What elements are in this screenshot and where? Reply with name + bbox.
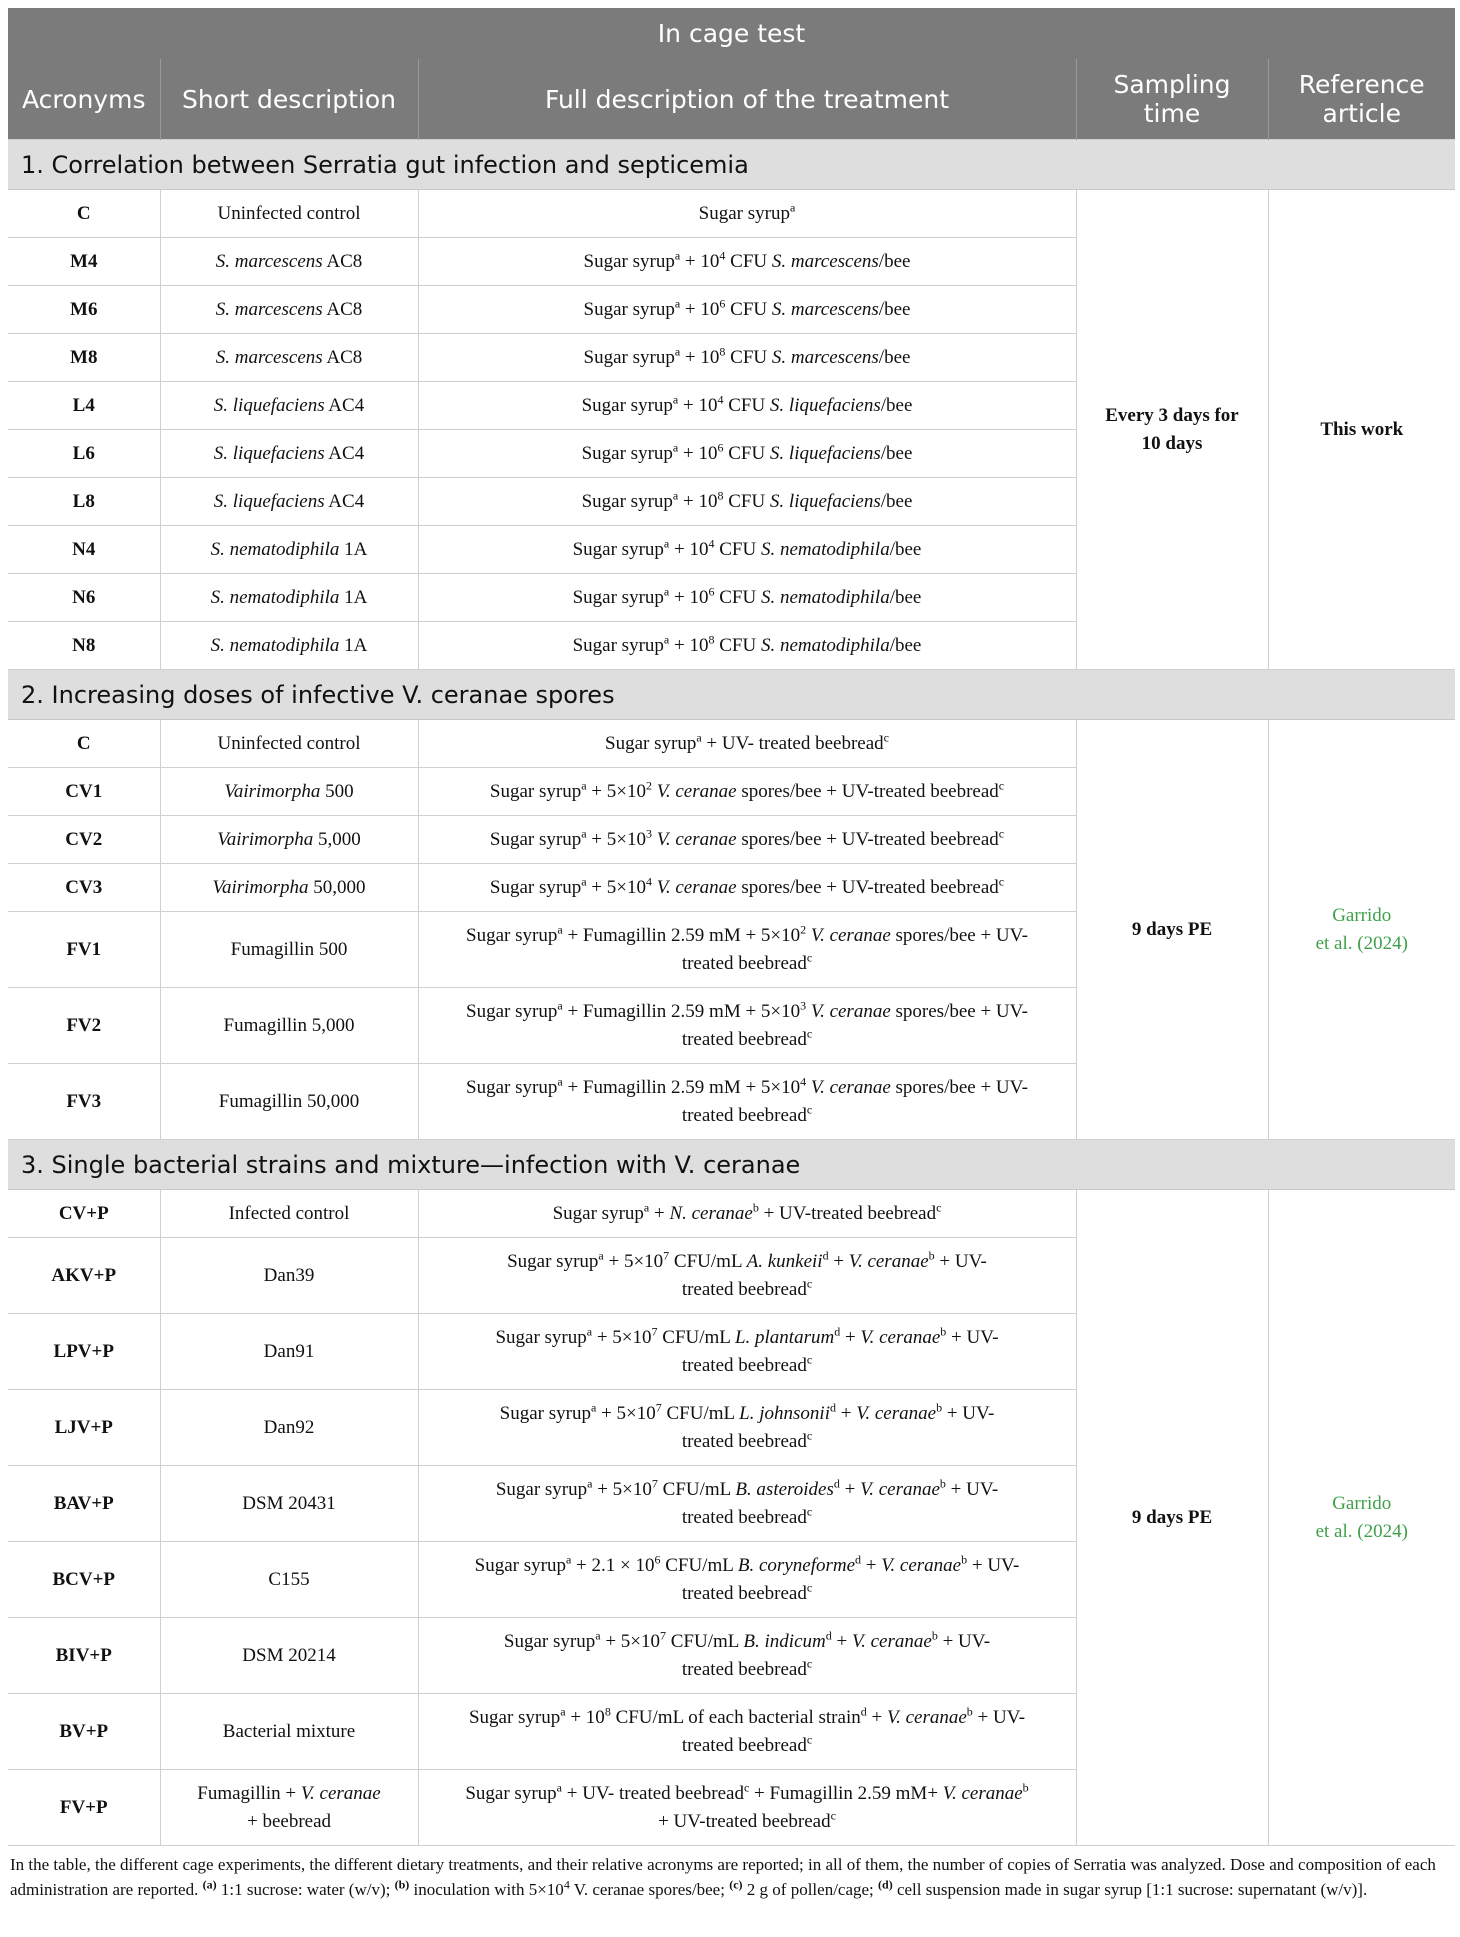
short-description-cell: Dan91 xyxy=(160,1314,418,1390)
full-description-cell: Sugar syrup$^a$ + UV- treated beebread$^c$ + Fumagillin 2.59 mM+ V. ceranae$^b$ + UV-treated beebread$^c$ xyxy=(418,1770,1076,1846)
table-body xyxy=(8,140,1455,1846)
short-description-cell: S. liquefaciens AC4 xyxy=(160,430,418,478)
short-description-cell: S. nematodiphila 1A xyxy=(160,526,418,574)
short-description-cell: S. liquefaciens AC4 xyxy=(160,478,418,526)
full-description-cell: Sugar syrup$^a$ + $5\times 10^7$ CFU/mL L. plantarum$^d$ + V. ceranae$^b$ + UV- treated beebread$^c$ xyxy=(418,1314,1076,1390)
section-heading: 2. Increasing doses of infective V. ceranae spores xyxy=(8,670,1455,720)
table-row xyxy=(8,190,1455,238)
column-header: Short description xyxy=(160,59,418,140)
acronym-cell: CV3 xyxy=(8,864,160,912)
short-description-cell: Dan39 xyxy=(160,1238,418,1314)
section-header-row xyxy=(8,1140,1455,1190)
sampling-time-cell: 9 days PE xyxy=(1076,1190,1268,1846)
acronym-cell: CV+P xyxy=(8,1190,160,1238)
acronym-cell: BCV+P xyxy=(8,1542,160,1618)
column-header: Full description of the treatment xyxy=(418,59,1076,140)
reference-link[interactable]: Garrido et al. (2024) xyxy=(1268,1190,1455,1846)
column-header: Acronyms xyxy=(8,59,160,140)
full-description-cell: Sugar syrup$^a$ + $10^8$ CFU S. marcescens/bee xyxy=(418,334,1076,382)
short-description-cell: Fumagillin 50,000 xyxy=(160,1064,418,1140)
acronym-cell: N4 xyxy=(8,526,160,574)
full-description-cell: Sugar syrup$^a$ + Fumagillin 2.59 mM + $5\times 10^4$ V. ceranae spores/bee + UV- treated beebread$^c$ xyxy=(418,1064,1076,1140)
table-title: In cage test xyxy=(8,8,1455,59)
full-description-cell: Sugar syrup$^a$ + $10^4$ CFU S. liquefaciens/bee xyxy=(418,382,1076,430)
acronym-cell: L8 xyxy=(8,478,160,526)
acronym-cell: N8 xyxy=(8,622,160,670)
short-description-cell: Dan92 xyxy=(160,1390,418,1466)
column-header: Sampling time xyxy=(1076,59,1268,140)
reference-link[interactable]: Garrido et al. (2024) xyxy=(1268,720,1455,1140)
sampling-time-cell: 9 days PE xyxy=(1076,720,1268,1140)
full-description-cell: Sugar syrup$^a$ + $10^4$ CFU S. marcescens/bee xyxy=(418,238,1076,286)
acronym-cell: FV3 xyxy=(8,1064,160,1140)
short-description-cell: Bacterial mixture xyxy=(160,1694,418,1770)
section-heading: 3. Single bacterial strains and mixture—infection with V. ceranae xyxy=(8,1140,1455,1190)
sampling-time-cell: Every 3 days for 10 days xyxy=(1076,190,1268,670)
short-description-cell: S. nematodiphila 1A xyxy=(160,622,418,670)
full-description-cell: Sugar syrup$^a$ + $10^8$ CFU/mL of each bacterial strain$^d$ + V. ceranae$^b$ + UV- treated beebread$^c$ xyxy=(418,1694,1076,1770)
acronym-cell: AKV+P xyxy=(8,1238,160,1314)
short-description-cell: S. nematodiphila 1A xyxy=(160,574,418,622)
full-description-cell: Sugar syrup$^a$ + $10^8$ CFU S. liquefaciens/bee xyxy=(418,478,1076,526)
short-description-cell: C155 xyxy=(160,1542,418,1618)
table-row xyxy=(8,720,1455,768)
acronym-cell: L4 xyxy=(8,382,160,430)
full-description-cell: Sugar syrup$^a$ + $5\times 10^7$ CFU/mL L. johnsonii$^d$ + V. ceranae$^b$ + UV- treated beebread$^c$ xyxy=(418,1390,1076,1466)
acronym-cell: M8 xyxy=(8,334,160,382)
short-description-cell: S. liquefaciens AC4 xyxy=(160,382,418,430)
short-description-cell: Infected control xyxy=(160,1190,418,1238)
full-description-cell: Sugar syrup$^a$ + N. ceranae$^b$ + UV-treated beebread$^c$ xyxy=(418,1190,1076,1238)
acronym-cell: M6 xyxy=(8,286,160,334)
full-description-cell: Sugar syrup$^a$ + $10^6$ CFU S. liquefaciens/bee xyxy=(418,430,1076,478)
short-description-cell: Vairimorpha 500 xyxy=(160,768,418,816)
table-footnote: In the table, the different cage experiments, the different dietary treatments, and their relative acronyms are reported; in all of them, the number of copies of Serratia was analyzed. Dose and composition of each administration are reported. $^{(a)}$ 1:1 sucrose: water (w/v); $^{(b)}$ inoculation with $5\times 10^4$ V. ceranae spores/bee; $^{(c)}$ 2 g of pollen/cage; $^{(d)}$ cell suspension made in sugar syrup [1:1 sucrose: supernatant (w/v)]. xyxy=(10,1855,1436,1899)
section-heading: 1. Correlation between Serratia gut infection and septicemia xyxy=(8,140,1455,190)
acronym-cell: C xyxy=(8,720,160,768)
full-description-cell: Sugar syrup$^a$ xyxy=(418,190,1076,238)
full-description-cell: Sugar syrup$^a$ + $5\times 10^7$ CFU/mL B. asteroides$^d$ + V. ceranae$^b$ + UV- treated beebread$^c$ xyxy=(418,1466,1076,1542)
acronym-cell: FV2 xyxy=(8,988,160,1064)
cage-test-table xyxy=(8,8,1455,1846)
full-description-cell: Sugar syrup$^a$ + Fumagillin 2.59 mM + $5\times 10^2$ V. ceranae spores/bee + UV- treated beebread$^c$ xyxy=(418,912,1076,988)
short-description-cell: Fumagillin 5,000 xyxy=(160,988,418,1064)
full-description-cell: Sugar syrup$^a$ + $10^6$ CFU S. marcescens/bee xyxy=(418,286,1076,334)
full-description-cell: Sugar syrup$^a$ + $2.1 \times 10^6$ CFU/mL B. coryneforme$^d$ + V. ceranae$^b$ + UV- treated beebread$^c$ xyxy=(418,1542,1076,1618)
short-description-cell: Fumagillin 500 xyxy=(160,912,418,988)
full-description-cell: Sugar syrup$^a$ + $5\times 10^7$ CFU/mL A. kunkeii$^d$ + V. ceranae$^b$ + UV- treated beebread$^c$ xyxy=(418,1238,1076,1314)
short-description-cell: DSM 20431 xyxy=(160,1466,418,1542)
column-header-row xyxy=(8,59,1455,140)
acronym-cell: LJV+P xyxy=(8,1390,160,1466)
short-description-cell: Vairimorpha 50,000 xyxy=(160,864,418,912)
reference-cell: This work xyxy=(1268,190,1455,670)
short-description-cell: DSM 20214 xyxy=(160,1618,418,1694)
acronym-cell: FV1 xyxy=(8,912,160,988)
short-description-cell: S. marcescens AC8 xyxy=(160,334,418,382)
acronym-cell: C xyxy=(8,190,160,238)
short-description-cell: S. marcescens AC8 xyxy=(160,286,418,334)
full-description-cell: Sugar syrup$^a$ + $5\times 10^3$ V. ceranae spores/bee + UV-treated beebread$^c$ xyxy=(418,816,1076,864)
short-description-cell: Uninfected control xyxy=(160,720,418,768)
full-description-cell: Sugar syrup$^a$ + UV- treated beebread$^c$ xyxy=(418,720,1076,768)
acronym-cell: BV+P xyxy=(8,1694,160,1770)
full-description-cell: Sugar syrup$^a$ + $10^6$ CFU S. nematodiphila/bee xyxy=(418,574,1076,622)
acronym-cell: M4 xyxy=(8,238,160,286)
acronym-cell: FV+P xyxy=(8,1770,160,1846)
table-row xyxy=(8,1190,1455,1238)
full-description-cell: Sugar syrup$^a$ + $10^4$ CFU S. nematodiphila/bee xyxy=(418,526,1076,574)
acronym-cell: L6 xyxy=(8,430,160,478)
short-description-cell: Fumagillin + V. ceranae + beebread xyxy=(160,1770,418,1846)
table-container xyxy=(8,8,1455,1902)
acronym-cell: CV2 xyxy=(8,816,160,864)
short-description-cell: Vairimorpha 5,000 xyxy=(160,816,418,864)
full-description-cell: Sugar syrup$^a$ + Fumagillin 2.59 mM + $5\times 10^3$ V. ceranae spores/bee + UV- treated beebread$^c$ xyxy=(418,988,1076,1064)
full-description-cell: Sugar syrup$^a$ + $5\times 10^7$ CFU/mL B. indicum$^d$ + V. ceranae$^b$ + UV- treated beebread$^c$ xyxy=(418,1618,1076,1694)
section-header-row xyxy=(8,670,1455,720)
acronym-cell: LPV+P xyxy=(8,1314,160,1390)
short-description-cell: Uninfected control xyxy=(160,190,418,238)
acronym-cell: N6 xyxy=(8,574,160,622)
section-header-row xyxy=(8,140,1455,190)
acronym-cell: BAV+P xyxy=(8,1466,160,1542)
acronym-cell: CV1 xyxy=(8,768,160,816)
acronym-cell: BIV+P xyxy=(8,1618,160,1694)
full-description-cell: Sugar syrup$^a$ + $10^8$ CFU S. nematodiphila/bee xyxy=(418,622,1076,670)
full-description-cell: Sugar syrup$^a$ + $5\times 10^4$ V. ceranae spores/bee + UV-treated beebread$^c$ xyxy=(418,864,1076,912)
short-description-cell: S. marcescens AC8 xyxy=(160,238,418,286)
column-header: Reference article xyxy=(1268,59,1455,140)
full-description-cell: Sugar syrup$^a$ + $5\times 10^2$ V. ceranae spores/bee + UV-treated beebread$^c$ xyxy=(418,768,1076,816)
